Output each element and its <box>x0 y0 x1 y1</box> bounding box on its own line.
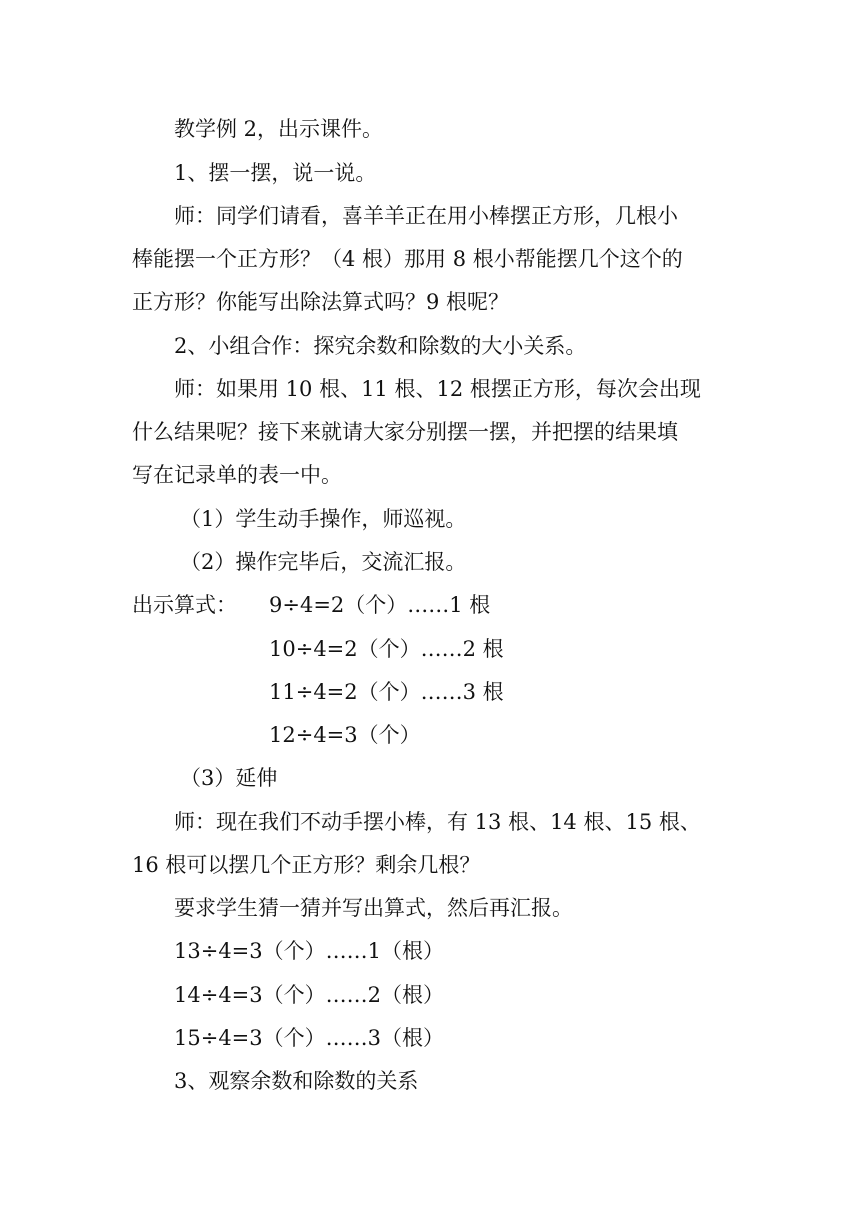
paragraph-line: 3、观察余数和除数的关系 <box>174 1069 419 1093</box>
paragraph-line: （3）延伸 <box>180 766 278 790</box>
paragraph-line: 正方形？你能写出除法算式吗？9 根呢？ <box>132 290 510 314</box>
formula-line: 12÷4=3（个） <box>269 723 421 747</box>
paragraph-line: 师：现在我们不动手摆小棒，有 13 根、14 根、15 根、 <box>174 810 701 834</box>
paragraph-line: 教学例 2，出示课件。 <box>174 117 384 141</box>
formula-line: 14÷4=3（个）……2（根） <box>174 983 444 1007</box>
formula-line: 11÷4=2（个）……3 根 <box>269 680 504 704</box>
formula-line: 10÷4=2（个）……2 根 <box>269 637 504 661</box>
paragraph-line: 师：同学们请看，喜羊羊正在用小棒摆正方形，几根小 <box>174 204 678 228</box>
formula-line: 15÷4=3（个）……3（根） <box>174 1026 444 1050</box>
paragraph-line: 要求学生猜一猜并写出算式，然后再汇报。 <box>174 896 573 920</box>
formula-label: 出示算式： <box>132 593 237 617</box>
paragraph-line: 2、小组合作：探究余数和除数的大小关系。 <box>174 334 587 358</box>
paragraph-line: 什么结果呢？接下来就请大家分别摆一摆，并把摆的结果填 <box>132 420 678 444</box>
paragraph-line: 1、摆一摆，说一说。 <box>174 161 377 185</box>
paragraph-line: 棒能摆一个正方形？（4 根）那用 8 根小帮能摆几个这个的 <box>132 247 683 271</box>
paragraph-line: 师：如果用 10 根、11 根、12 根摆正方形，每次会出现 <box>174 377 701 401</box>
paragraph-line: 16 根可以摆几个正方形？剩余几根？ <box>132 853 481 877</box>
paragraph-line: （2）操作完毕后，交流汇报。 <box>180 550 467 574</box>
paragraph-line: （1）学生动手操作，师巡视。 <box>180 507 467 531</box>
paragraph-line: 写在记录单的表一中。 <box>132 463 342 487</box>
formula-line: 13÷4=3（个）……1（根） <box>174 939 444 963</box>
formula-line: 9÷4=2（个）……1 根 <box>269 593 491 617</box>
